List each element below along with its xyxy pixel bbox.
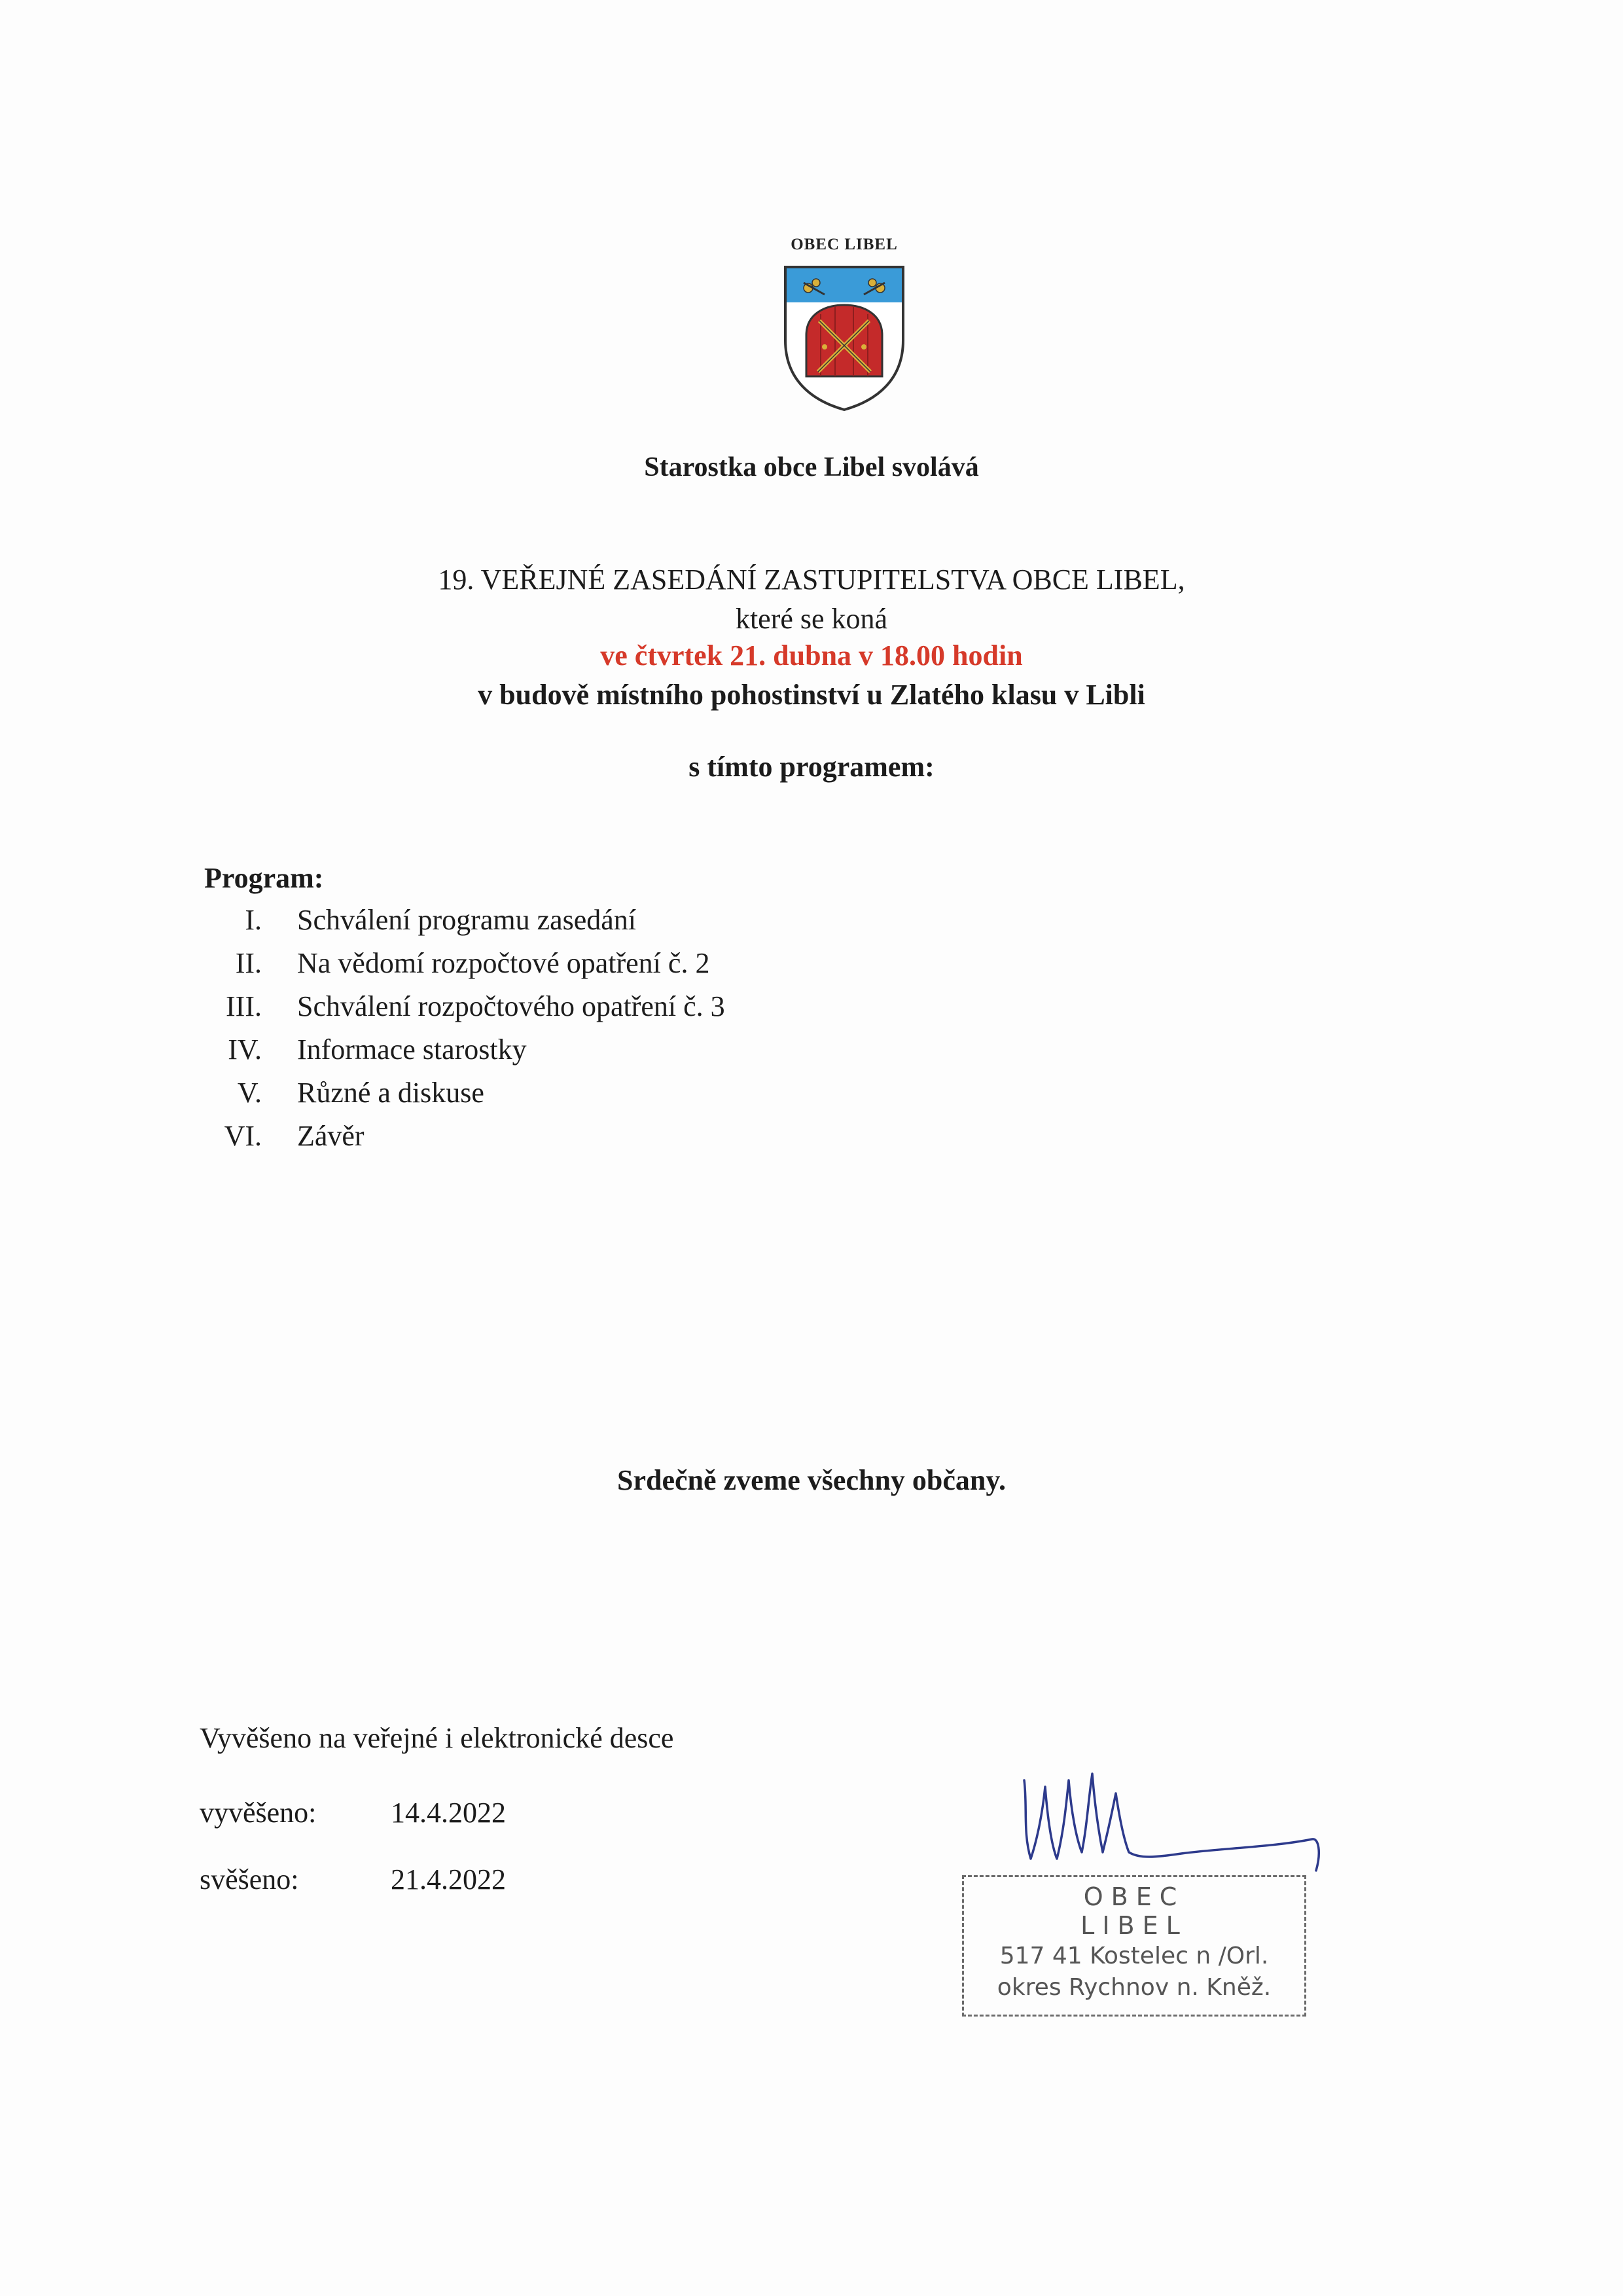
removed-label: svěšeno: xyxy=(200,1863,299,1895)
agenda-item-text: Schválení rozpočtového opatření č. 3 xyxy=(297,990,725,1022)
agenda-item xyxy=(196,903,1113,946)
agenda-item xyxy=(196,1076,1113,1119)
agenda-item-number: I. xyxy=(245,904,262,936)
official-stamp xyxy=(962,1875,1306,2017)
agenda-item-number: V. xyxy=(237,1077,262,1109)
crest-caption: OBEC LIBEL xyxy=(791,236,898,253)
agenda-item-text: Informace starostky xyxy=(297,1033,527,1066)
stamp-line: 517 41 Kostelec n /Orl. xyxy=(999,1943,1269,1969)
agenda-item xyxy=(196,1119,1113,1162)
coat-of-arms xyxy=(779,236,910,412)
agenda-item xyxy=(196,1033,1113,1076)
agenda-item-number: VI. xyxy=(224,1120,262,1152)
signature-icon xyxy=(1011,1761,1338,1878)
agenda-item-number: III. xyxy=(226,990,262,1022)
meeting-title: 19. VEŘEJNÉ ZASEDÁNÍ ZASTUPITELSTVA OBCE LIBEL, xyxy=(438,564,1185,596)
removed-date: 21.4.2022 xyxy=(391,1863,506,1895)
agenda-list xyxy=(196,903,1113,1162)
agenda-item-text: Schválení programu zasedání xyxy=(297,904,637,936)
posting-note: Vyvěšeno na veřejné i elektronické desce xyxy=(200,1722,674,1754)
shield-emblem-icon xyxy=(779,262,910,412)
program-label: Program: xyxy=(204,862,324,894)
stamp-line: LIBEL xyxy=(1080,1911,1188,1940)
agenda-item xyxy=(196,946,1113,990)
agenda-item xyxy=(196,990,1113,1033)
meeting-date-time: ve čtvrtek 21. dubna v 18.00 hodin xyxy=(600,639,1023,672)
posted-label: vyvěšeno: xyxy=(200,1797,317,1829)
meeting-place: v budově místního pohostinství u Zlatého klasu v Libli xyxy=(478,679,1145,711)
program-intro: s tímto programem: xyxy=(688,751,935,783)
stamp-line: okres Rychnov n. Kněž. xyxy=(997,1974,1272,2001)
stamp-line: OBEC xyxy=(1083,1882,1185,1911)
meeting-subtitle: které se koná xyxy=(735,603,888,635)
invitation-line: Srdečně zveme všechny občany. xyxy=(617,1464,1006,1496)
agenda-item-text: Různé a diskuse xyxy=(297,1077,484,1109)
agenda-item-text: Na vědomí rozpočtové opatření č. 2 xyxy=(297,947,710,979)
agenda-item-text: Závěr xyxy=(297,1120,365,1152)
posted-date: 14.4.2022 xyxy=(391,1797,506,1829)
convening-heading: Starostka obce Libel svolává xyxy=(644,452,979,482)
agenda-item-number: II. xyxy=(235,947,262,979)
agenda-item-number: IV. xyxy=(228,1033,262,1066)
